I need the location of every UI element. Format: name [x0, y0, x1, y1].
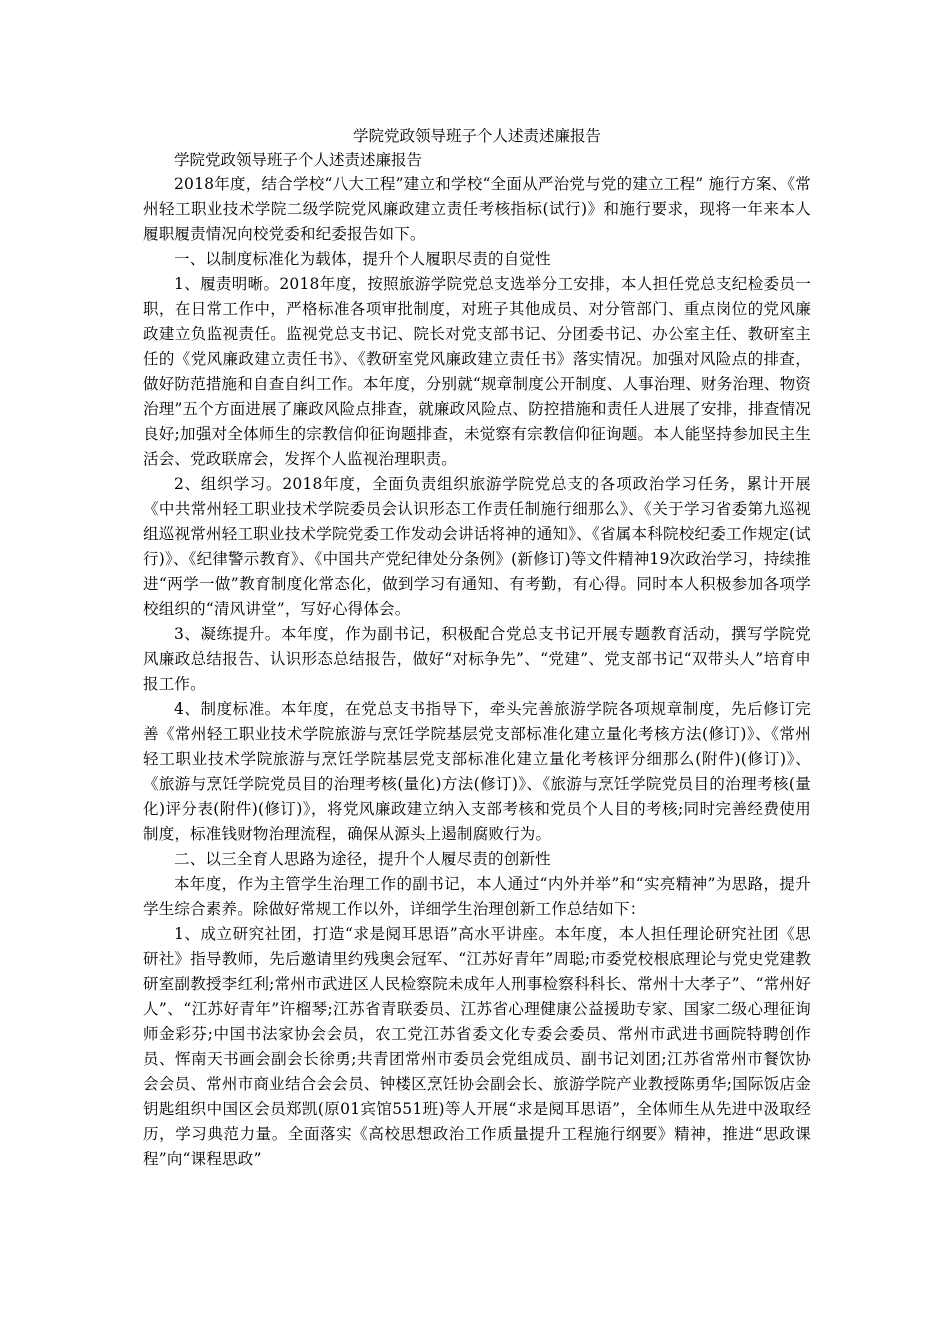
section-heading-2: 二、以三全育人思路为途径，提升个人履尽责的创新性	[174, 850, 551, 868]
paragraph-responsibility: 1、履责明晰。2018年度，按照旅游学院党总支选举分工安排，本人担任党总支纪检委员一职，在日常工作中，严格标准各项审批制度，对班子其他成员、对分管部门、重点岗位的党风廉政建立负监视责任。监视党总支书记、院长对党支部书记、分团委书记、办公室主任、教研室主任的《党风廉政建立责任书》、《教研室党风廉政建立责任书》落实情况。加强对风险点的排查，做好防范措施和自查自纠工作。本年度，分别就“规章制度公开制度、人事治理、财务治理、物资治理”五个方面进展了廉政风险点排查，就廉政风险点、防控措施和责任人进展了安排，排查情况良好;加强对全体师生的宗教信仰征询题排查，未觉察有宗教信仰征询题。本人能坚持参加民主生活会、党政联席会，发挥个人监视治理职责。	[143, 275, 811, 468]
document-page	[143, 124, 811, 1172]
paragraph-standards: 4、制度标准。本年度，在党总支书指导下，牵头完善旅游学院各项规章制度，先后修订完善《常州轻工职业技术学院旅游与烹饪学院基层党支部标准化建立量化考核方法(修订)》、《常州轻工职业技术学院旅游与烹饪学院基层党支部标准化建立量化考核评分细那么(附件)(修订)》、《旅游与烹饪学院党员目的治理考核(量化)方法(修订)》、《旅游与烹饪学院党员目的治理考核(量化)评分表(附件)(修订)》，将党风廉政建立纳入支部考核和党员个人目的考核;同时完善经费使用制度，标准钱财物治理流程，确保从源头上遏制腐败行为。	[143, 700, 811, 843]
paragraph-student-work: 本年度，作为主管学生治理工作的副书记，本人通过“内外并举”和“实亮精神”为思路，提升学生综合素养。除做好常规工作以外，详细学生治理创新工作总结如下：	[143, 875, 811, 918]
document-title: 学院党政领导班子个人述责述廉报告	[352, 127, 601, 145]
section-heading-1: 一、以制度标准化为载体，提升个人履职尽责的自觉性	[174, 250, 551, 268]
document-subtitle: 学院党政领导班子个人述责述廉报告	[174, 151, 423, 169]
paragraph-research-club: 1、成立研究社团，打造“求是阋耳思语”高水平讲座。本年度，本人担任理论研究社团《思研社》指导教师，先后邀请里约残奥会冠军、“江苏好青年”周聪;市委党校根底理论与党史党建教研室副教授李红利;常州市武进区人民检察院未成年人刑事检察科科长、常州十大孝子”、“常州好人”、“江苏好青年”许榴琴;江苏省青联委员、江苏省心理健康公益援助专家、国家二级心理征询师金彩芬;中国书法家协会会员，农工党江苏省委文化专委会委员、常州市武进书画院特聘创作员、恽南天书画会副会长徐勇;共青团常州市委员会党组成员、副书记刘团;江苏省常州市餐饮协会会员、常州市商业结合会会员、钟楼区烹饪协会副会长、旅游学院产业教授陈勇华;国际饭店金钥匙组织中国区会员郑凯(原01宾馆551班)等人开展“求是阋耳思语”，全体师生从先进中汲取经历，学习典范力量。全面落实《高校思想政治工作质量提升工程施行纲要》精神，推进“思政课程”向“课程思政”	[143, 925, 811, 1168]
intro-paragraph: 2018年度，结合学校“八大工程”建立和学校“全面从严治党与党的建立工程” 施行方案、《常州轻工职业技术学院二级学院党风廉政建立责任考核指标(试行)》和施行要求，现将一年来本人履职履责情况向校党委和纪委报告如下。	[143, 175, 811, 243]
paragraph-study: 2、组织学习。2018年度，全面负责组织旅游学院党总支的各项政治学习任务，累计开展《中共常州轻工职业技术学院委员会认识形态工作责任制施行细那么》、《关于学习省委第九巡视组巡视常州轻工职业技术学院党委工作发动会讲话将神的通知》、《省属本科院校纪委工作规定(试行)》、《纪律警示教育》、《中国共产党纪律处分条例》(新修订)等文件精神19次政治学习，持续推进“两学一做”教育制度化常态化，做到学习有通知、有考勤，有心得。同时本人积极参加各项学校组织的“清风讲堂”，写好心得体会。	[143, 475, 811, 618]
paragraph-refinement: 3、凝练提升。本年度，作为副书记，积极配合党总支书记开展专题教育活动，撰写学院党风廉政总结报告、认识形态总结报告，做好“对标争先”、“党建”、党支部书记“双带头人”培育申报工作。	[143, 625, 811, 693]
